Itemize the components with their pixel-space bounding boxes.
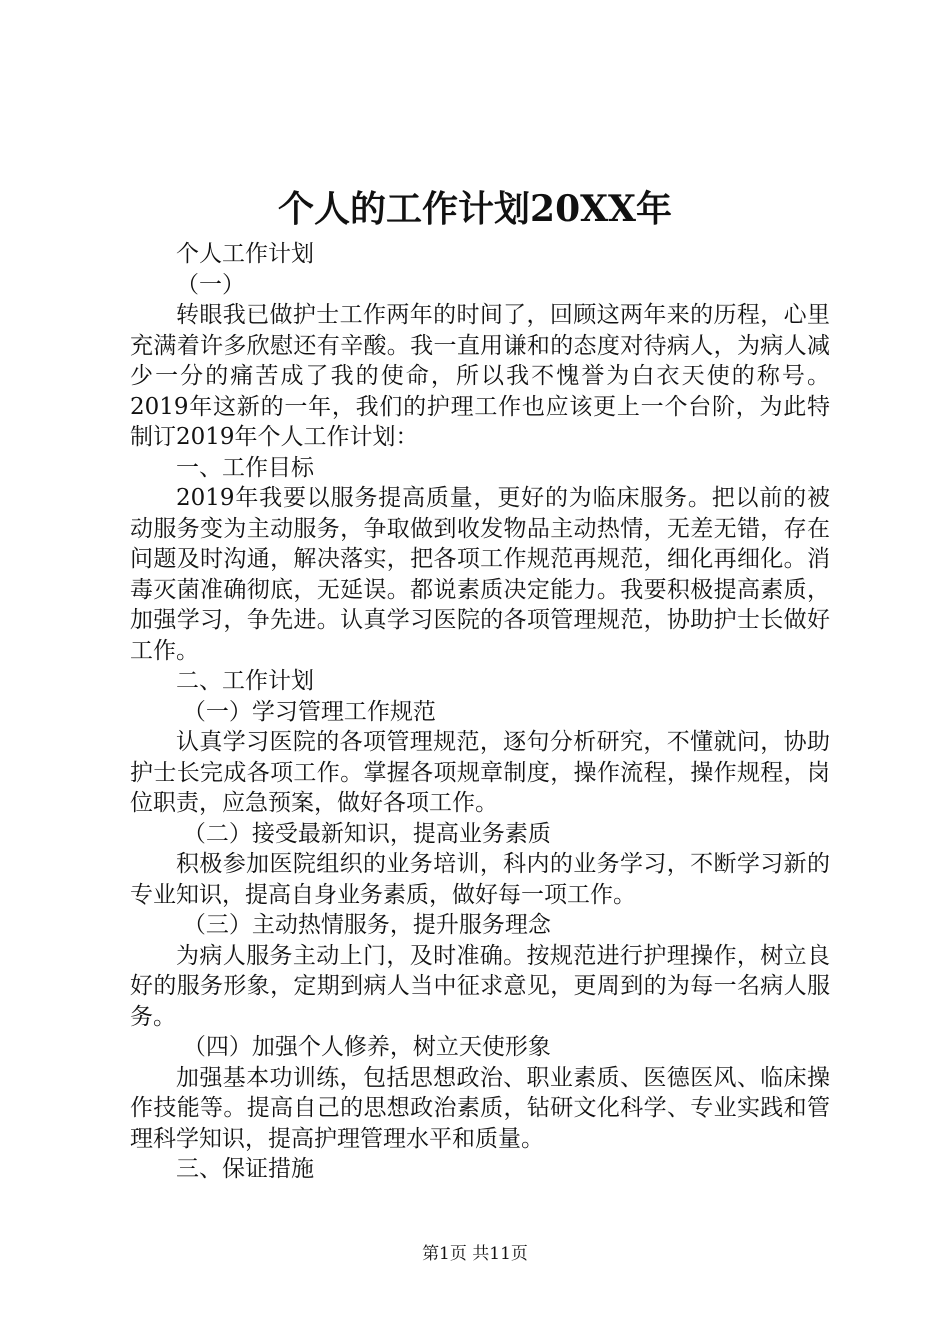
paragraph-subsection-3: 为病人服务主动上门，及时准确。按规范进行护理操作，树立良好的服务形象，定期到病人当中征求意见，更周到的为每一名病人服务。 [130,942,830,1030]
paragraph-intro: 转眼我已做护士工作两年的时间了，回顾这两年来的历程，心里充满着许多欣慰还有辛酸。我一直用谦和的态度对待病人，为病人减少一分的痛苦成了我的使命，所以我不愧誉为白衣天使的称号。2019年这新的一年，我们的护理工作也应该更上一个台阶，为此特制订2019年个人工作计划： [130,302,830,450]
page-footer: 第1页 共11页 [422,1244,528,1264]
section-heading-work-plan: 二、工作计划 [176,668,314,694]
subsection-heading-1: （一）学习管理工作规范 [182,698,436,725]
document-body [130,239,830,1185]
document-title: 个人的工作计划20XX年 [278,188,672,230]
section-heading-measures: 三、保证措施 [176,1156,314,1182]
subsection-heading-4: （四）加强个人修养，树立天使形象 [182,1034,551,1060]
section-heading-goals: 一、工作目标 [176,454,314,481]
paragraph-subsection-1: 认真学习医院的各项管理规范，逐句分析研究，不懂就问，协助护士长完成各项工作。掌握各项规章制度，操作流程，操作规程，岗位职责，应急预案，做好各项工作。 [130,729,830,816]
paragraph-goals: 2019年我要以服务提高质量，更好的为临床服务。把以前的被动服务变为主动服务，争取做到收发物品主动热情，无差无错，存在问题及时沟通，解决落实，把各项工作规范再规范，细化再细化。消毒灭菌准确彻底，无延误。都说素质决定能力。我要积极提高素质，加强学习，争先进。认真学习医院的各项管理规范，协助护士长做好工作。 [130,485,830,664]
paragraph-part-one: （一） [176,271,245,298]
paragraph-subsection-2: 积极参加医院组织的业务培训，科内的业务学习，不断学习新的专业知识，提高自身业务素质，做好每一项工作。 [130,851,830,908]
paragraph-subsection-4: 加强基本功训练，包括思想政治、职业素质、医德医风、临床操作技能等。提高自己的思想政治素质，钻研文化科学、专业实践和管理科学知识，提高护理管理水平和质量。 [130,1064,830,1152]
subsection-heading-2: （二）接受最新知识，提高业务素质 [182,820,551,847]
paragraph-heading-plan: 个人工作计划 [176,241,314,267]
subsection-heading-3: （三）主动热情服务，提升服务理念 [182,912,551,938]
